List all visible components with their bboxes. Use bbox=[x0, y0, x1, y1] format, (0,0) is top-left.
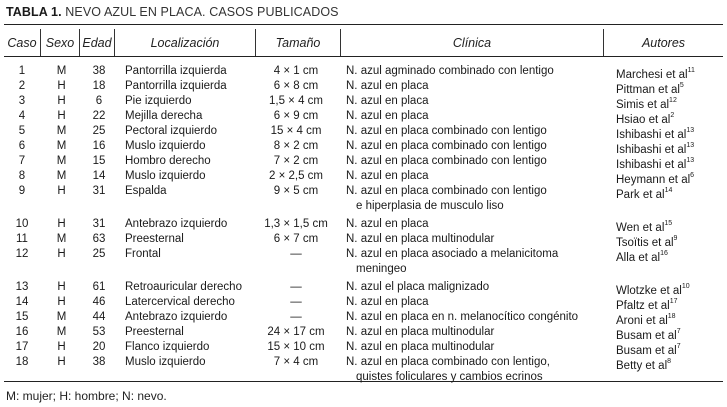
reference-number: 7 bbox=[676, 343, 681, 350]
reference-number: 5 bbox=[679, 82, 684, 89]
clinica-line: N. azul en placa bbox=[346, 95, 429, 107]
author-name: Ishibashi et al bbox=[616, 128, 687, 141]
clinica-line: N. azul en placa combinado con lentigo bbox=[346, 125, 547, 137]
cell-clinica bbox=[346, 94, 428, 109]
header-clinica: Clínica bbox=[452, 35, 492, 50]
cell-edad: 6 bbox=[95, 95, 103, 107]
cell-localizacion: Pantorrilla izquierda bbox=[125, 65, 227, 77]
header-divider bbox=[603, 29, 604, 56]
reference-number: 6 bbox=[690, 172, 695, 179]
cell-sexo: H bbox=[57, 296, 66, 308]
cell-edad: 25 bbox=[92, 248, 106, 260]
cell-tamano: 9 × 5 cm bbox=[273, 185, 319, 197]
cell-edad: 38 bbox=[92, 65, 106, 77]
author-name: Park et al bbox=[616, 188, 665, 201]
cell-clinica bbox=[346, 109, 428, 124]
cell-clinica bbox=[346, 154, 547, 169]
header-edad: Edad bbox=[82, 35, 112, 50]
table-row bbox=[4, 295, 723, 310]
cell-localizacion: Pie izquierdo bbox=[125, 95, 192, 107]
cell-caso: 5 bbox=[18, 125, 26, 137]
cell-caso: 8 bbox=[18, 170, 26, 182]
cell-caso: 12 bbox=[15, 248, 29, 260]
clinica-line: quistes foliculares y cambios ecrinos bbox=[356, 371, 543, 383]
cell-sexo: H bbox=[57, 356, 66, 368]
table-row bbox=[4, 232, 723, 247]
clinica-line: e hiperplasia de musculo liso bbox=[356, 200, 504, 212]
cell-clinica bbox=[346, 169, 428, 184]
table-row bbox=[4, 310, 723, 325]
cell-edad: 20 bbox=[92, 341, 106, 353]
author-name: Pfaltz et al bbox=[616, 299, 670, 312]
cell-clinica bbox=[346, 139, 547, 154]
cell-edad: 44 bbox=[92, 311, 106, 323]
cell-edad: 15 bbox=[92, 155, 106, 167]
clinica-line: N. azul en placa combinado con lentigo bbox=[346, 155, 547, 167]
clinica-line: N. azul en placa asociado a melanicitoma bbox=[346, 248, 559, 260]
cell-tamano: 6 × 9 cm bbox=[273, 110, 319, 122]
author-name: Simis et al bbox=[616, 98, 670, 111]
table-row bbox=[4, 154, 723, 169]
cell-edad: 46 bbox=[92, 296, 106, 308]
cell-sexo: M bbox=[56, 311, 67, 323]
table-row bbox=[4, 325, 723, 340]
cell-caso: 13 bbox=[15, 281, 29, 293]
table-row bbox=[4, 124, 723, 139]
clinica-line: N. azul en placa bbox=[346, 80, 429, 92]
clinica-line: N. azul en placa multinodular bbox=[346, 326, 495, 338]
clinica-line: N. azul agminado combinado con lentigo bbox=[346, 65, 554, 77]
author-name: Wen et al bbox=[616, 221, 665, 234]
author-name: Wlotzke et al bbox=[616, 284, 682, 297]
cell-localizacion: Pectoral izquierdo bbox=[125, 125, 218, 137]
cell-localizacion: Mejilla derecha bbox=[125, 110, 203, 122]
table-row bbox=[4, 94, 723, 109]
reference-number: 9 bbox=[673, 235, 678, 242]
author-name: Ishibashi et al bbox=[616, 158, 687, 171]
author-name: Heymann et al bbox=[616, 173, 691, 186]
cell-tamano: — bbox=[290, 281, 302, 293]
header-divider bbox=[79, 29, 80, 56]
cell-autores bbox=[616, 355, 671, 374]
cell-sexo: H bbox=[57, 110, 66, 122]
table-caption: NEVO AZUL EN PLACA. CASOS PUBLICADOS bbox=[65, 5, 339, 19]
header-divider bbox=[114, 29, 115, 56]
cell-tamano: — bbox=[290, 248, 302, 260]
cell-edad: 14 bbox=[92, 170, 106, 182]
cell-localizacion: Frontal bbox=[125, 248, 161, 260]
reference-number: 2 bbox=[670, 112, 675, 119]
cell-edad: 31 bbox=[92, 218, 106, 230]
cell-localizacion: Preesternal bbox=[125, 326, 184, 338]
header-localizacion: Localización bbox=[150, 35, 220, 50]
table-number: TABLA 1. bbox=[6, 5, 62, 19]
cell-localizacion: Muslo izquierdo bbox=[125, 356, 206, 368]
cell-caso: 10 bbox=[15, 218, 29, 230]
header-rule bbox=[4, 56, 723, 57]
cell-tamano: 4 × 1 cm bbox=[273, 65, 319, 77]
cell-sexo: M bbox=[56, 140, 67, 152]
cell-autores bbox=[616, 247, 668, 266]
cell-caso: 17 bbox=[15, 341, 29, 353]
reference-number: 7 bbox=[676, 328, 681, 335]
author-name: Aroni et al bbox=[616, 314, 668, 327]
cell-sexo: H bbox=[57, 185, 66, 197]
author-name: Alla et al bbox=[616, 251, 661, 264]
cell-clinica bbox=[346, 184, 547, 214]
header-tamano: Tamaño bbox=[275, 35, 321, 50]
table-row bbox=[4, 247, 723, 280]
cell-edad: 61 bbox=[92, 281, 106, 293]
author-name: Hsiao et al bbox=[616, 113, 671, 126]
clinica-line: N. azul en placa combinado con lentigo, bbox=[346, 356, 550, 368]
author-name: Busam et al bbox=[616, 329, 677, 342]
clinica-line: N. azul en placa bbox=[346, 218, 429, 230]
cell-tamano: — bbox=[290, 296, 302, 308]
cell-caso: 9 bbox=[18, 185, 26, 197]
header-divider bbox=[340, 29, 341, 56]
header-sexo: Sexo bbox=[45, 35, 75, 50]
cell-tamano: 8 × 2 cm bbox=[273, 140, 319, 152]
cell-edad: 25 bbox=[92, 125, 106, 137]
cell-localizacion: Latercervical derecho bbox=[125, 296, 235, 308]
table-row bbox=[4, 139, 723, 154]
clinica-line: N. azul en placa en n. melanocítico congénito bbox=[346, 311, 579, 323]
cell-clinica bbox=[346, 340, 494, 355]
cell-clinica bbox=[346, 232, 494, 247]
clinica-line: meningeo bbox=[356, 263, 407, 275]
cell-sexo: M bbox=[56, 233, 67, 245]
cell-caso: 6 bbox=[18, 140, 26, 152]
cell-edad: 53 bbox=[92, 326, 106, 338]
cell-localizacion: Muslo izquierdo bbox=[125, 170, 206, 182]
reference-number: 10 bbox=[681, 283, 690, 290]
cell-localizacion: Hombro derecho bbox=[125, 155, 211, 167]
clinica-line: N. azul en placa bbox=[346, 296, 429, 308]
reference-number: 8 bbox=[667, 358, 672, 365]
cell-sexo: M bbox=[56, 170, 67, 182]
cell-sexo: H bbox=[57, 218, 66, 230]
clinica-line: N. azul en placa multinodular bbox=[346, 233, 495, 245]
cell-tamano: — bbox=[290, 311, 302, 323]
cell-clinica bbox=[346, 64, 554, 79]
clinica-line: N. azul en placa combinado con lentigo bbox=[346, 140, 547, 152]
cell-clinica bbox=[346, 310, 578, 325]
cell-caso: 11 bbox=[16, 233, 28, 245]
cell-edad: 18 bbox=[92, 80, 106, 92]
cell-localizacion: Antebrazo izquierdo bbox=[125, 218, 228, 230]
cell-tamano: 2 × 2,5 cm bbox=[268, 170, 323, 182]
table-row bbox=[4, 64, 723, 79]
cell-sexo: H bbox=[57, 80, 66, 92]
cell-tamano: 1,3 × 1,5 cm bbox=[264, 218, 328, 230]
cell-caso: 2 bbox=[18, 80, 26, 92]
cell-localizacion: Muslo izquierdo bbox=[125, 140, 206, 152]
cell-tamano: 15 × 4 cm bbox=[270, 125, 322, 137]
cell-sexo: M bbox=[56, 125, 67, 137]
cell-caso: 7 bbox=[18, 155, 26, 167]
table-row bbox=[4, 340, 723, 355]
cell-edad: 31 bbox=[92, 185, 106, 197]
cell-clinica bbox=[346, 217, 428, 232]
table-row bbox=[4, 169, 723, 184]
cell-tamano: 7 × 2 cm bbox=[273, 155, 319, 167]
clinica-line: N. azul en placa bbox=[346, 110, 429, 122]
cell-autores bbox=[616, 184, 672, 203]
header-caso: Caso bbox=[7, 35, 37, 50]
cell-tamano: 15 × 10 cm bbox=[267, 341, 325, 353]
cell-caso: 14 bbox=[15, 296, 29, 308]
cell-localizacion: Pantorrilla izquierda bbox=[125, 80, 227, 92]
author-name: Pittman et al bbox=[616, 83, 680, 96]
reference-number: 15 bbox=[664, 220, 673, 227]
cell-caso: 18 bbox=[15, 356, 29, 368]
table-row bbox=[4, 109, 723, 124]
author-name: Tsoïtis et al bbox=[616, 236, 674, 249]
cell-localizacion: Espalda bbox=[125, 185, 167, 197]
clinica-line: N. azul en placa bbox=[346, 170, 429, 182]
cell-localizacion: Preesternal bbox=[125, 233, 184, 245]
cell-caso: 16 bbox=[15, 326, 29, 338]
cell-clinica bbox=[346, 295, 428, 310]
top-rule bbox=[4, 24, 723, 25]
cell-sexo: M bbox=[56, 155, 67, 167]
cell-sexo: M bbox=[56, 65, 67, 77]
reference-number: 11 bbox=[687, 67, 695, 74]
cell-edad: 38 bbox=[92, 356, 106, 368]
cell-localizacion: Retroauricular derecho bbox=[125, 281, 242, 293]
reference-number: 17 bbox=[669, 298, 678, 305]
cell-sexo: H bbox=[57, 341, 66, 353]
cell-clinica bbox=[346, 79, 428, 94]
clinica-line: N. azul en placa multinodular bbox=[346, 341, 495, 353]
reference-number: 16 bbox=[660, 250, 668, 257]
table-title bbox=[6, 5, 339, 19]
table-row bbox=[4, 280, 723, 295]
cell-localizacion: Flanco izquierdo bbox=[125, 341, 210, 353]
cell-caso: 15 bbox=[15, 311, 29, 323]
cell-edad: 63 bbox=[92, 233, 106, 245]
reference-number: 13 bbox=[686, 127, 695, 134]
clinica-line: N. azul en placa combinado con lentigo bbox=[346, 185, 547, 197]
reference-number: 12 bbox=[669, 97, 677, 104]
table-footnote: M: mujer; H: hombre; N: nevo. bbox=[6, 389, 167, 403]
reference-number: 13 bbox=[686, 157, 695, 164]
table-row bbox=[4, 355, 723, 388]
reference-number: 14 bbox=[664, 187, 673, 194]
cell-clinica bbox=[346, 124, 547, 139]
cell-edad: 16 bbox=[92, 140, 106, 152]
table-body bbox=[4, 64, 723, 388]
author-name: Busam et al bbox=[616, 344, 677, 357]
table-row bbox=[4, 184, 723, 217]
author-name: Betty et al bbox=[616, 359, 668, 372]
reference-number: 18 bbox=[667, 313, 676, 320]
clinica-line: N. azul el placa malignizado bbox=[346, 281, 490, 293]
header-divider bbox=[255, 29, 256, 56]
header-autores: Autores bbox=[641, 35, 686, 50]
cell-sexo: H bbox=[57, 281, 66, 293]
cell-clinica bbox=[346, 280, 489, 295]
table-row bbox=[4, 217, 723, 232]
cell-caso: 4 bbox=[18, 110, 26, 122]
cell-sexo: H bbox=[57, 95, 66, 107]
cell-tamano: 6 × 7 cm bbox=[273, 233, 319, 245]
reference-number: 13 bbox=[686, 142, 695, 149]
cell-clinica bbox=[346, 247, 558, 277]
cell-edad: 22 bbox=[92, 110, 106, 122]
cell-sexo: H bbox=[57, 248, 66, 260]
cell-localizacion: Antebrazo izquierdo bbox=[125, 311, 228, 323]
cell-tamano: 24 × 17 cm bbox=[267, 326, 325, 338]
cell-caso: 1 bbox=[18, 65, 26, 77]
cell-sexo: M bbox=[56, 326, 67, 338]
cell-tamano: 1,5 × 4 cm bbox=[268, 95, 323, 107]
cell-tamano: 6 × 8 cm bbox=[273, 80, 319, 92]
table-row bbox=[4, 79, 723, 94]
header-divider bbox=[40, 29, 41, 56]
author-name: Marchesi et al bbox=[616, 68, 688, 81]
author-name: Ishibashi et al bbox=[616, 143, 687, 156]
cell-clinica bbox=[346, 355, 550, 385]
cell-caso: 3 bbox=[18, 95, 26, 107]
cell-clinica bbox=[346, 325, 494, 340]
cell-tamano: 7 × 4 cm bbox=[273, 356, 319, 368]
